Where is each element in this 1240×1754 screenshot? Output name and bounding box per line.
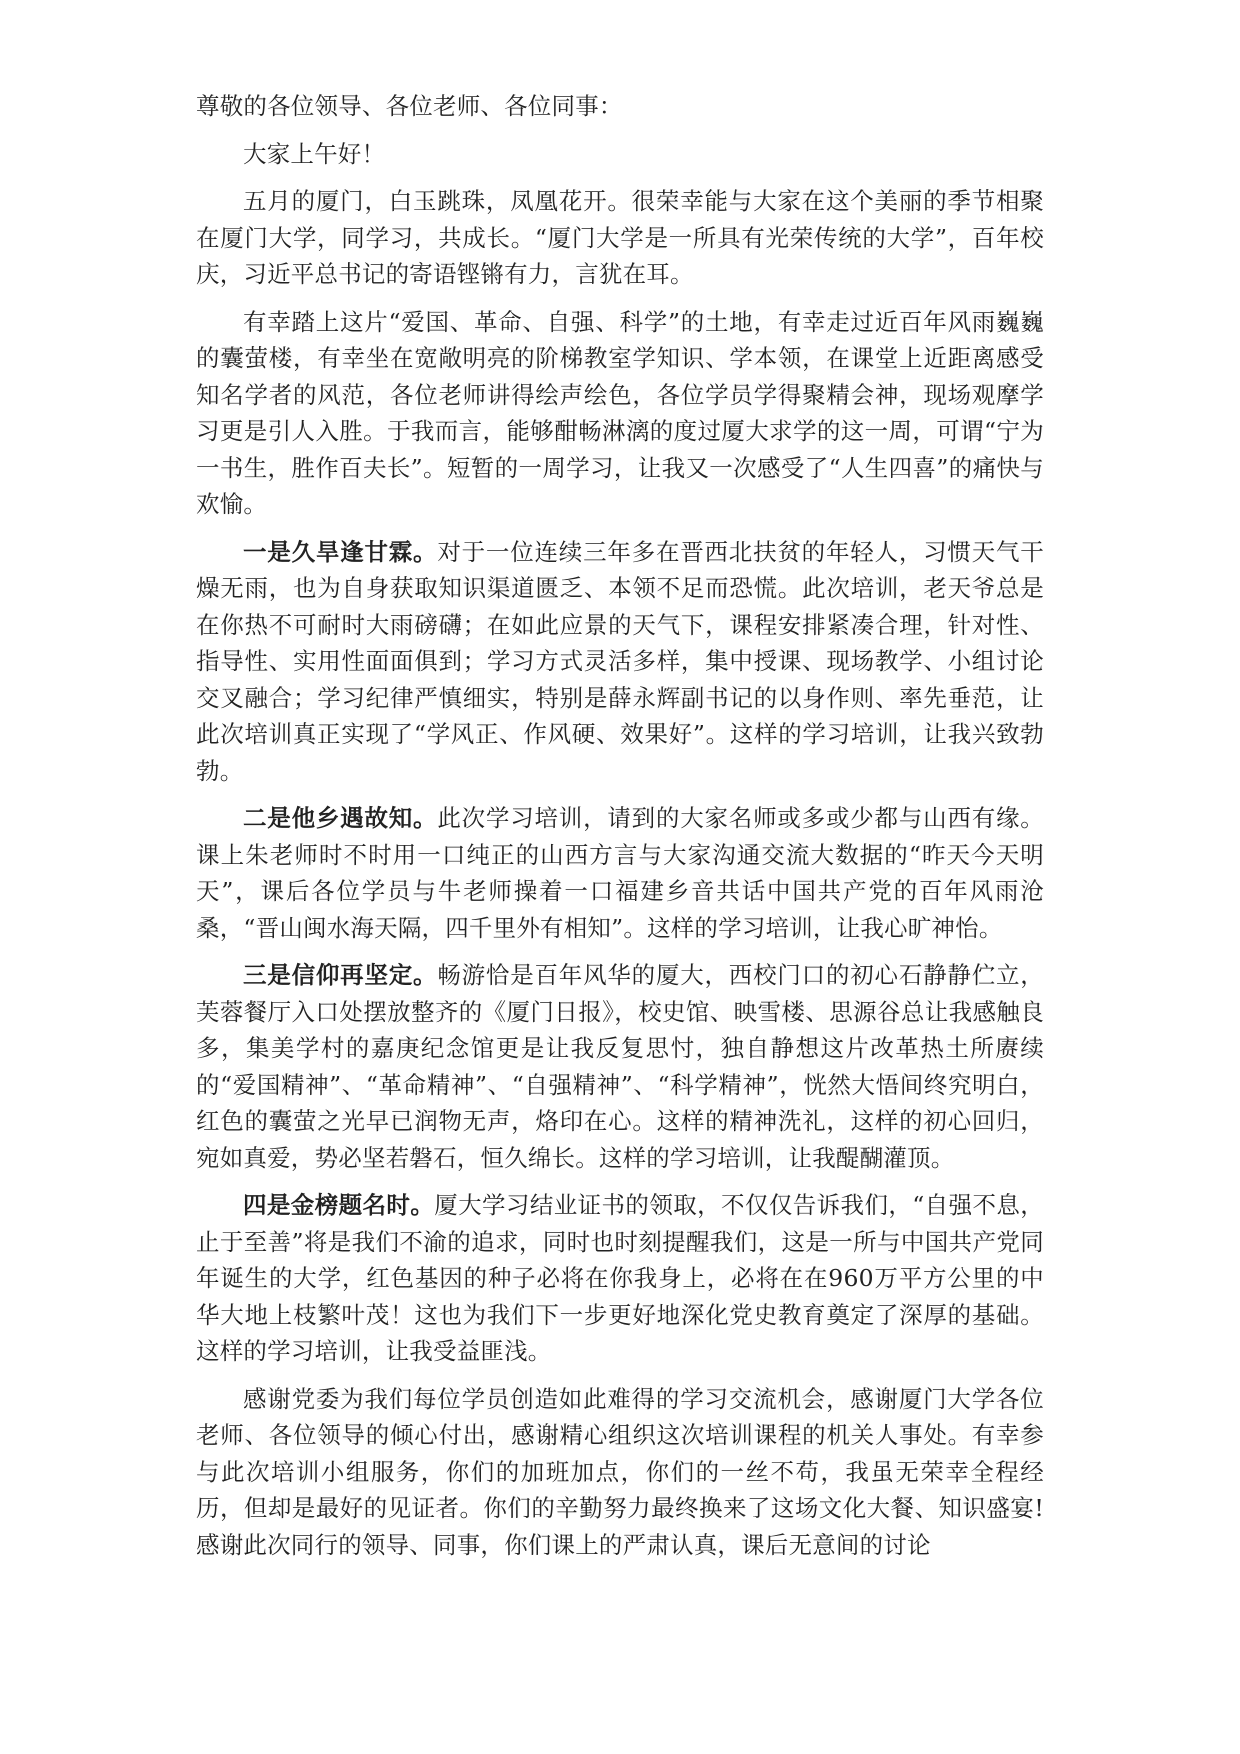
section-four-heading: 四是金榜题名时。 bbox=[243, 1191, 435, 1219]
section-two bbox=[196, 800, 1044, 946]
section-one-heading: 一是久旱逢甘霖。 bbox=[243, 537, 438, 566]
section-three bbox=[196, 957, 1044, 1176]
section-one-text: 对于一位连续三年多在晋西北扶贫的年轻人，习惯天气干燥无雨，也为自身获取知识渠道匮乏、本领不足而恐慌。此次培训，老天爷总是在你热不可耐时大雨磅礴；在如此应景的天气下，课程安排紧凑合理，针对性、指导性、实用性面面俱到；学习方式灵活多样，集中授课、现场教学、小组讨论交叉融合；学习纪律严慎细实，特别是薛永辉副书记的以身作则、率先垂范，让此次培训真正实现了“学风正、作风硬、效果好”。这样的学习培训，让我兴致勃勃。 bbox=[196, 537, 1044, 785]
section-three-heading: 三是信仰再坚定。 bbox=[243, 961, 438, 989]
salutation: 尊敬的各位领导、各位老师、各位同事： bbox=[196, 92, 623, 120]
paragraph-experience: 有幸踏上这片“爱国、革命、自强、科学”的土地，有幸走过近百年风雨巍巍的囊萤楼，有幸坐在宽敞明亮的阶梯教室学知识、学本领，在课堂上近距离感受知名学者的风范，各位老师讲得绘声绘色，各位学员学得聚精会神，现场观摩学习更是引人入胜。于我而言，能够酣畅淋漓的度过厦大求学的这一周，可谓“宁为一书生，胜作百夫长”。短暂的一周学习，让我又一次感受了“人生四喜”的痛快与欢愉。 bbox=[196, 307, 1044, 518]
section-two-text: 此次学习培训，请到的大家名师或多或少都与山西有缘。课上朱老师时不时用一口纯正的山西方言与大家沟通交流大数据的“昨天今天明天”，课后各位学员与牛老师操着一口福建乡音共话中国共产党的百年风雨沧桑，“晋山闽水海天隔，四千里外有相知”。这样的学习培训，让我心旷神怡。 bbox=[196, 804, 1044, 942]
section-three-text: 畅游恰是百年风华的厦大，西校门口的初心石静静伫立，芙蓉餐厅入口处摆放整齐的《厦门日报》，校史馆、映雪楼、思源谷总让我感触良多，集美学村的嘉庚纪念馆更是让我反复思忖，独自静想这片改革热土所赓续的“爱国精神”、“革命精神”、“自强精神”、“科学精神”，恍然大悟间终究明白，红色的囊萤之光早已润物无声，烙印在心。这样的精神洗礼，这样的初心回归，宛如真爱，势必坚若磐石，恒久绵长。这样的学习培训，让我醍醐灌顶。 bbox=[196, 961, 1044, 1172]
paragraph-intro: 五月的厦门，白玉跳珠，凤凰花开。很荣幸能与大家在这个美丽的季节相聚在厦门大学，同学习，共成长。“厦门大学是一所具有光荣传统的大学”，百年校庆，习近平总书记的寄语铿锵有力，言犹在耳。 bbox=[196, 187, 1044, 288]
section-four-text: 厦大学习结业证书的领取，不仅仅告诉我们，“自强不息，止于至善”将是我们不渝的追求，同时也时刻提醒我们，这是一所与中国共产党同年诞生的大学，红色基因的种子必将在你我身上，必将在在960万平方公里的中华大地上枝繁叶茂！这也为我们下一步更好地深化党史教育奠定了深厚的基础。这样的学习培训，让我受益匪浅。 bbox=[196, 1191, 1044, 1365]
section-four bbox=[196, 1187, 1044, 1370]
greeting: 大家上午好！ bbox=[243, 139, 386, 168]
section-one bbox=[196, 534, 1044, 790]
paragraph-thanks: 感谢党委为我们每位学员创造如此难得的学习交流机会，感谢厦门大学各位老师、各位领导的倾心付出，感谢精心组织这次培训课程的机关人事处。有幸参与此次培训小组服务，你们的加班加点，你们的一丝不苟，我虽无荣幸全程经历，但却是最好的见证者。你们的辛勤努力最终换来了这场文化大餐、知识盛宴!感谢此次同行的领导、同事，你们课上的严肃认真，课后无意间的讨论 bbox=[196, 1384, 1044, 1559]
section-two-heading: 二是他乡遇故知。 bbox=[243, 804, 438, 832]
